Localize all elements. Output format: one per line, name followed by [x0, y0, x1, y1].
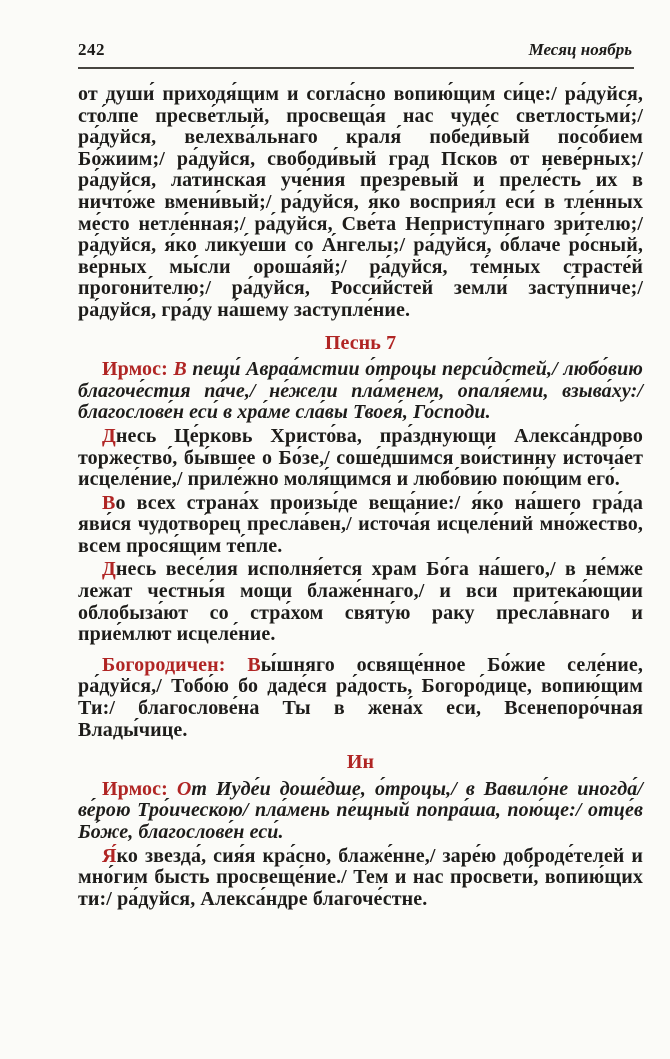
troparion-paragraph: [78, 426, 643, 491]
troparion-text: несь Це́рковь Христо́ва, пра́зднующи Алекса́ндрово торжество́, бы́вшее о Бо́зе,/ соше́дшимся вои́стинну источа́ет исцеле́ние,/ приле́жно моля́щимся и любо́вию пою́щим его́.: [78, 424, 643, 491]
in-irmos-paragraph: [78, 779, 643, 844]
page-header: [0, 0, 670, 60]
troparion-paragraph: [78, 846, 643, 911]
troparion-initial-letter: Д: [102, 424, 116, 447]
page-number: 242: [78, 40, 105, 59]
troparion-text: ко звезда́, сия́я кра́сно, блаже́нне,/ заре́ю доброде́телей и мно́гим бысть просвеще́ние./ Тем и нас просвети́, вопию́щих ти:/ ра́дуйся, Алекса́ндре благоче́стне.: [78, 844, 643, 910]
troparion-paragraph: [78, 559, 643, 645]
irmos-label: Ирмос:: [102, 777, 177, 800]
running-head-month: Месяц ноябрь: [528, 40, 632, 59]
bogorodichen-label: Богородичен:: [102, 653, 248, 676]
troparion-text: несь весе́лия исполня́ется храм Бо́га на́шего,/ в не́мже лежат честны́я мощи блаже́ннаго,/ и вси притека́ющии облобыза́ют со стра́хом святу́ю раку пресла́внаго и прие́млют исцеле́ние.: [78, 558, 643, 646]
irmos-initial-letter: В: [173, 358, 187, 381]
bogorodichen-paragraph: [78, 655, 643, 741]
hymn-continuation-paragraph: [78, 84, 643, 322]
troparion-paragraph: [78, 493, 643, 558]
page-body: [0, 69, 670, 910]
troparion-initial-letter: Я́: [102, 844, 117, 867]
irmos-text: т Иуде́и доше́дше, о́троцы,/ в Вавило́не иногда́/ ве́рою Тро́ическою/ пла́мень пе́щный попра́ша, пою́ще:/ отце́в Бо́же, благослове́н еси́.: [78, 777, 643, 843]
song7-irmos-paragraph: [78, 359, 643, 424]
irmos-text: пещи́ Авраа́мстии о́троцы перси́дстей,/ любо́вию благоче́стия па́че,/ не́жели пла́менем, опаля́еми, взыва́ху:/ благослове́н еси́ в хра́ме сла́вы Твоея́, Го́споди.: [78, 358, 643, 424]
irmos-initial-letter: О: [176, 777, 192, 800]
irmos-label: Ирмос:: [102, 358, 174, 381]
song7-heading: Песнь 7: [324, 331, 397, 354]
in-heading: Ин: [346, 751, 375, 774]
troparion-initial-letter: Д: [102, 558, 116, 581]
bogorodichen-initial-letter: В: [247, 653, 261, 676]
hymn-continuation-text: от души́ приходя́щим и согла́сно вопию́щим си́це:/ ра́дуйся, сто́лпе пресве́тлый, просвеща́я нас чуде́с светлостьми́;/ ра́дуйся, велехва́льнаго краля́ победи́вый посо́бием Бо́жиим;/ ра́дуйся, свободи́вый град Псков от неве́рных;/ ра́дуйся, лати́нская уче́ния презре́вый и преле́сть их в ничто́же вмени́вый;/ ра́дуйся, я́ко восприя́л еси́ в тле́нных ме́сто нетле́нная;/ ра́дуйся, Све́та Непристу́пнаго зри́телю;/ ра́дуйся, я́ко лику́еши со А́нгелы;/ ра́дуйся, о́блаче ро́сный, ве́рных мы́сли ороша́яй;/ ра́дуйся, те́мных страсте́й прогони́телю;/ ра́дуйся, Росси́йстей земли́ засту́пниче;/ ра́дуйся, гра́ду на́шему заступле́ние.: [78, 83, 643, 321]
troparion-initial-letter: В: [102, 491, 116, 514]
bogorodichen-text: ы́шняго освяще́нное Бо́жие селе́ние, ра́дуйся,/ Тобо́ю бо даде́ся ра́дость, Богоро́дице, вопию́щим Ти:/ благослове́на Ты в жена́х еси, Всенепоро́чная Влады́чице.: [78, 653, 643, 741]
troparion-text: о всех страна́х произы́де веща́ние:/ я́ко на́шего гра́да яви́ся чудотво́рец пресла́вен,/ источа́я исцеле́ний мно́жество, всем прося́щим те́пле.: [78, 491, 643, 557]
